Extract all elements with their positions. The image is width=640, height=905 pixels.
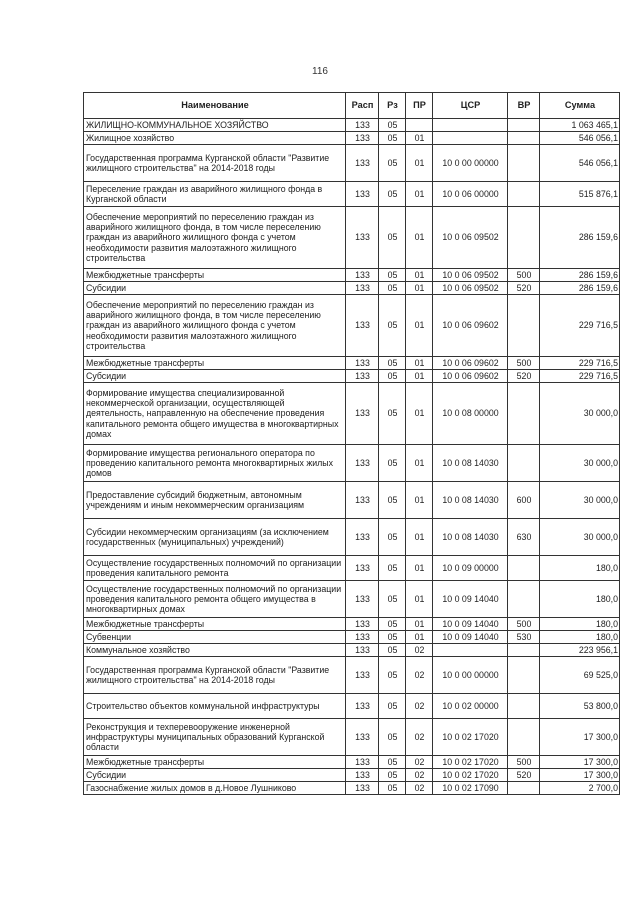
cell-name: Межбюджетные трансферты xyxy=(84,357,346,370)
table-row xyxy=(84,357,620,370)
cell-rz: 05 xyxy=(379,644,406,657)
table-row xyxy=(84,769,620,782)
cell-name: Осуществление государственных полномочий по организации проведения капитального ремонта xyxy=(84,556,346,581)
table-row xyxy=(84,269,620,282)
cell-csr: 10 0 09 14040 xyxy=(433,631,508,644)
cell-sum: 53 800,0 xyxy=(540,694,620,719)
cell-rasp: 133 xyxy=(346,556,379,581)
cell-sum: 286 159,6 xyxy=(540,282,620,295)
header-rasp: Расп xyxy=(346,93,379,119)
cell-csr: 10 0 02 17090 xyxy=(433,782,508,795)
cell-csr: 10 0 09 00000 xyxy=(433,556,508,581)
cell-pr: 02 xyxy=(406,694,433,719)
table-row xyxy=(84,370,620,383)
table-row xyxy=(84,519,620,556)
cell-rz: 05 xyxy=(379,145,406,182)
budget-table xyxy=(83,92,620,795)
cell-pr: 01 xyxy=(406,445,433,482)
cell-rasp: 133 xyxy=(346,694,379,719)
cell-rasp: 133 xyxy=(346,657,379,694)
cell-csr: 10 0 02 00000 xyxy=(433,694,508,719)
cell-csr: 10 0 06 09602 xyxy=(433,370,508,383)
cell-rz: 05 xyxy=(379,119,406,132)
cell-vr xyxy=(508,145,540,182)
cell-sum: 229 716,5 xyxy=(540,370,620,383)
cell-rz: 05 xyxy=(379,519,406,556)
header-vr: ВР xyxy=(508,93,540,119)
cell-rasp: 133 xyxy=(346,383,379,445)
cell-pr: 01 xyxy=(406,482,433,519)
table-row xyxy=(84,581,620,618)
cell-vr xyxy=(508,782,540,795)
cell-vr: 520 xyxy=(508,769,540,782)
cell-vr xyxy=(508,295,540,357)
cell-name: Субсидии некоммерческим организациям (за исключением государственных (муниципальных) учреждений) xyxy=(84,519,346,556)
cell-name: Субвенции xyxy=(84,631,346,644)
cell-name: Реконструкция и техперевооружение инженерной инфраструктуры муниципальных образований Курганской области xyxy=(84,719,346,756)
cell-rasp: 133 xyxy=(346,145,379,182)
cell-rz: 05 xyxy=(379,182,406,207)
cell-pr: 01 xyxy=(406,581,433,618)
cell-vr xyxy=(508,644,540,657)
cell-csr: 10 0 06 09502 xyxy=(433,269,508,282)
table-row xyxy=(84,719,620,756)
cell-rz: 05 xyxy=(379,445,406,482)
table-body xyxy=(84,119,620,795)
cell-rasp: 133 xyxy=(346,618,379,631)
cell-csr: 10 0 09 14040 xyxy=(433,581,508,618)
table-row xyxy=(84,618,620,631)
cell-csr: 10 0 08 14030 xyxy=(433,519,508,556)
cell-rz: 05 xyxy=(379,782,406,795)
cell-rasp: 133 xyxy=(346,132,379,145)
cell-pr: 01 xyxy=(406,145,433,182)
cell-pr: 02 xyxy=(406,782,433,795)
cell-csr: 10 0 00 00000 xyxy=(433,145,508,182)
cell-pr: 01 xyxy=(406,357,433,370)
cell-name: Жилищное хозяйство xyxy=(84,132,346,145)
cell-pr: 02 xyxy=(406,644,433,657)
table-row xyxy=(84,282,620,295)
cell-csr: 10 0 06 00000 xyxy=(433,182,508,207)
cell-vr: 500 xyxy=(508,269,540,282)
cell-rz: 05 xyxy=(379,769,406,782)
cell-csr: 10 0 00 00000 xyxy=(433,657,508,694)
cell-name: Межбюджетные трансферты xyxy=(84,269,346,282)
cell-pr: 01 xyxy=(406,182,433,207)
cell-vr: 530 xyxy=(508,631,540,644)
cell-vr: 520 xyxy=(508,282,540,295)
header-sum: Сумма xyxy=(540,93,620,119)
cell-vr xyxy=(508,445,540,482)
cell-rz: 05 xyxy=(379,581,406,618)
cell-pr: 01 xyxy=(406,383,433,445)
table-row xyxy=(84,132,620,145)
cell-csr: 10 0 08 14030 xyxy=(433,445,508,482)
header-pr: ПР xyxy=(406,93,433,119)
cell-rasp: 133 xyxy=(346,482,379,519)
cell-sum: 30 000,0 xyxy=(540,383,620,445)
cell-rasp: 133 xyxy=(346,631,379,644)
cell-sum: 546 056,1 xyxy=(540,145,620,182)
cell-csr: 10 0 02 17020 xyxy=(433,756,508,769)
cell-rz: 05 xyxy=(379,370,406,383)
table-row xyxy=(84,694,620,719)
cell-name: Субсидии xyxy=(84,769,346,782)
cell-pr: 01 xyxy=(406,631,433,644)
cell-vr xyxy=(508,556,540,581)
table-row xyxy=(84,657,620,694)
cell-rasp: 133 xyxy=(346,719,379,756)
cell-pr: 01 xyxy=(406,556,433,581)
cell-rz: 05 xyxy=(379,132,406,145)
table-row xyxy=(84,119,620,132)
cell-pr: 02 xyxy=(406,769,433,782)
cell-name: Государственная программа Курганской области "Развитие жилищного строительства" на 2014-2018 годы xyxy=(84,145,346,182)
cell-rz: 05 xyxy=(379,207,406,269)
cell-sum: 180,0 xyxy=(540,631,620,644)
cell-name: Субсидии xyxy=(84,282,346,295)
cell-rz: 05 xyxy=(379,295,406,357)
cell-rz: 05 xyxy=(379,631,406,644)
table-row xyxy=(84,145,620,182)
cell-rasp: 133 xyxy=(346,119,379,132)
cell-vr xyxy=(508,182,540,207)
cell-pr: 01 xyxy=(406,295,433,357)
cell-vr: 600 xyxy=(508,482,540,519)
cell-name: Формирование имущества регионального оператора по проведению капитального ремонта многоквартирных жилых домов xyxy=(84,445,346,482)
cell-sum: 1 063 465,1 xyxy=(540,119,620,132)
cell-sum: 30 000,0 xyxy=(540,519,620,556)
table-row xyxy=(84,295,620,357)
cell-pr: 02 xyxy=(406,756,433,769)
cell-name: Межбюджетные трансферты xyxy=(84,756,346,769)
table-row xyxy=(84,556,620,581)
cell-vr: 520 xyxy=(508,370,540,383)
cell-name: Предоставление субсидий бюджетным, автономным учреждениям и иным некоммерческим организациям xyxy=(84,482,346,519)
cell-csr: 10 0 06 09602 xyxy=(433,295,508,357)
cell-pr: 02 xyxy=(406,719,433,756)
cell-sum: 30 000,0 xyxy=(540,482,620,519)
cell-csr: 10 0 06 09502 xyxy=(433,282,508,295)
cell-vr xyxy=(508,207,540,269)
cell-rz: 05 xyxy=(379,657,406,694)
cell-pr: 01 xyxy=(406,132,433,145)
cell-rz: 05 xyxy=(379,618,406,631)
cell-csr xyxy=(433,119,508,132)
cell-sum: 229 716,5 xyxy=(540,357,620,370)
cell-rasp: 133 xyxy=(346,519,379,556)
cell-rz: 05 xyxy=(379,719,406,756)
cell-rz: 05 xyxy=(379,357,406,370)
cell-sum: 17 300,0 xyxy=(540,769,620,782)
header-rz: Рз xyxy=(379,93,406,119)
cell-pr: 01 xyxy=(406,282,433,295)
table-row xyxy=(84,482,620,519)
cell-csr: 10 0 08 00000 xyxy=(433,383,508,445)
cell-rasp: 133 xyxy=(346,370,379,383)
cell-sum: 69 525,0 xyxy=(540,657,620,694)
cell-name: Переселение граждан из аварийного жилищного фонда в Курганской области xyxy=(84,182,346,207)
cell-vr: 500 xyxy=(508,756,540,769)
cell-csr: 10 0 02 17020 xyxy=(433,769,508,782)
cell-sum: 223 956,1 xyxy=(540,644,620,657)
cell-pr: 02 xyxy=(406,657,433,694)
header-name: Наименование xyxy=(84,93,346,119)
cell-sum: 229 716,5 xyxy=(540,295,620,357)
table-header-row xyxy=(84,93,620,119)
cell-rasp: 133 xyxy=(346,581,379,618)
cell-rz: 05 xyxy=(379,269,406,282)
cell-csr: 10 0 08 14030 xyxy=(433,482,508,519)
table-row xyxy=(84,631,620,644)
cell-vr xyxy=(508,132,540,145)
cell-rasp: 133 xyxy=(346,769,379,782)
cell-rasp: 133 xyxy=(346,207,379,269)
cell-name: Строительство объектов коммунальной инфраструктуры xyxy=(84,694,346,719)
cell-rasp: 133 xyxy=(346,269,379,282)
cell-sum: 286 159,6 xyxy=(540,269,620,282)
cell-sum: 180,0 xyxy=(540,556,620,581)
cell-pr xyxy=(406,119,433,132)
cell-name: Коммунальное хозяйство xyxy=(84,644,346,657)
cell-name: ЖИЛИЩНО-КОММУНАЛЬНОЕ ХОЗЯЙСТВО xyxy=(84,119,346,132)
cell-sum: 17 300,0 xyxy=(540,756,620,769)
cell-csr xyxy=(433,132,508,145)
header-csr: ЦСР xyxy=(433,93,508,119)
cell-vr xyxy=(508,694,540,719)
cell-sum: 546 056,1 xyxy=(540,132,620,145)
table-row xyxy=(84,445,620,482)
table-row xyxy=(84,644,620,657)
cell-name: Обеспечение мероприятий по переселению граждан из аварийного жилищного фонда, в том числе переселению граждан из аварийного жилищного фонда с учетом необходимости развития малоэтажного жилищного строительства xyxy=(84,207,346,269)
cell-pr: 01 xyxy=(406,519,433,556)
cell-sum: 2 700,0 xyxy=(540,782,620,795)
cell-name: Осуществление государственных полномочий по организации проведения капитального ремонта общего имущества в многоквартирных домах xyxy=(84,581,346,618)
cell-csr: 10 0 09 14040 xyxy=(433,618,508,631)
page-number: 116 xyxy=(312,66,328,77)
table-row xyxy=(84,782,620,795)
cell-name: Государственная программа Курганской области "Развитие жилищного строительства" на 2014-2018 годы xyxy=(84,657,346,694)
cell-rz: 05 xyxy=(379,694,406,719)
cell-sum: 180,0 xyxy=(540,618,620,631)
cell-vr: 500 xyxy=(508,618,540,631)
cell-rz: 05 xyxy=(379,556,406,581)
cell-pr: 01 xyxy=(406,269,433,282)
cell-rasp: 133 xyxy=(346,182,379,207)
cell-vr xyxy=(508,581,540,618)
cell-pr: 01 xyxy=(406,370,433,383)
cell-vr: 500 xyxy=(508,357,540,370)
table-row xyxy=(84,182,620,207)
cell-csr: 10 0 06 09602 xyxy=(433,357,508,370)
cell-vr xyxy=(508,657,540,694)
cell-sum: 180,0 xyxy=(540,581,620,618)
cell-pr: 01 xyxy=(406,618,433,631)
cell-rasp: 133 xyxy=(346,445,379,482)
cell-name: Формирование имущества специализированной некоммерческой организации, осуществляющей деятельность, направленную на обеспечение проведения капитального ремонта общего имущества в многоквартирных домах xyxy=(84,383,346,445)
table-row xyxy=(84,756,620,769)
cell-rasp: 133 xyxy=(346,357,379,370)
cell-sum: 286 159,6 xyxy=(540,207,620,269)
cell-rz: 05 xyxy=(379,482,406,519)
cell-vr xyxy=(508,119,540,132)
cell-sum: 30 000,0 xyxy=(540,445,620,482)
cell-csr: 10 0 02 17020 xyxy=(433,719,508,756)
cell-rz: 05 xyxy=(379,756,406,769)
cell-rz: 05 xyxy=(379,383,406,445)
cell-name: Субсидии xyxy=(84,370,346,383)
cell-vr: 630 xyxy=(508,519,540,556)
cell-rasp: 133 xyxy=(346,756,379,769)
cell-rasp: 133 xyxy=(346,644,379,657)
table-row xyxy=(84,207,620,269)
cell-vr xyxy=(508,383,540,445)
cell-rz: 05 xyxy=(379,282,406,295)
cell-csr: 10 0 06 09502 xyxy=(433,207,508,269)
cell-name: Межбюджетные трансферты xyxy=(84,618,346,631)
cell-sum: 17 300,0 xyxy=(540,719,620,756)
cell-csr xyxy=(433,644,508,657)
cell-name: Обеспечение мероприятий по переселению граждан из аварийного жилищного фонда, в том числе переселению граждан из аварийного жилищного фонда с учетом необходимости развития малоэтажного жилищного строительства xyxy=(84,295,346,357)
cell-pr: 01 xyxy=(406,207,433,269)
cell-sum: 515 876,1 xyxy=(540,182,620,207)
cell-rasp: 133 xyxy=(346,782,379,795)
cell-rasp: 133 xyxy=(346,295,379,357)
cell-rasp: 133 xyxy=(346,282,379,295)
table-row xyxy=(84,383,620,445)
cell-name: Газоснабжение жилых домов в д.Новое Лушниково xyxy=(84,782,346,795)
cell-vr xyxy=(508,719,540,756)
